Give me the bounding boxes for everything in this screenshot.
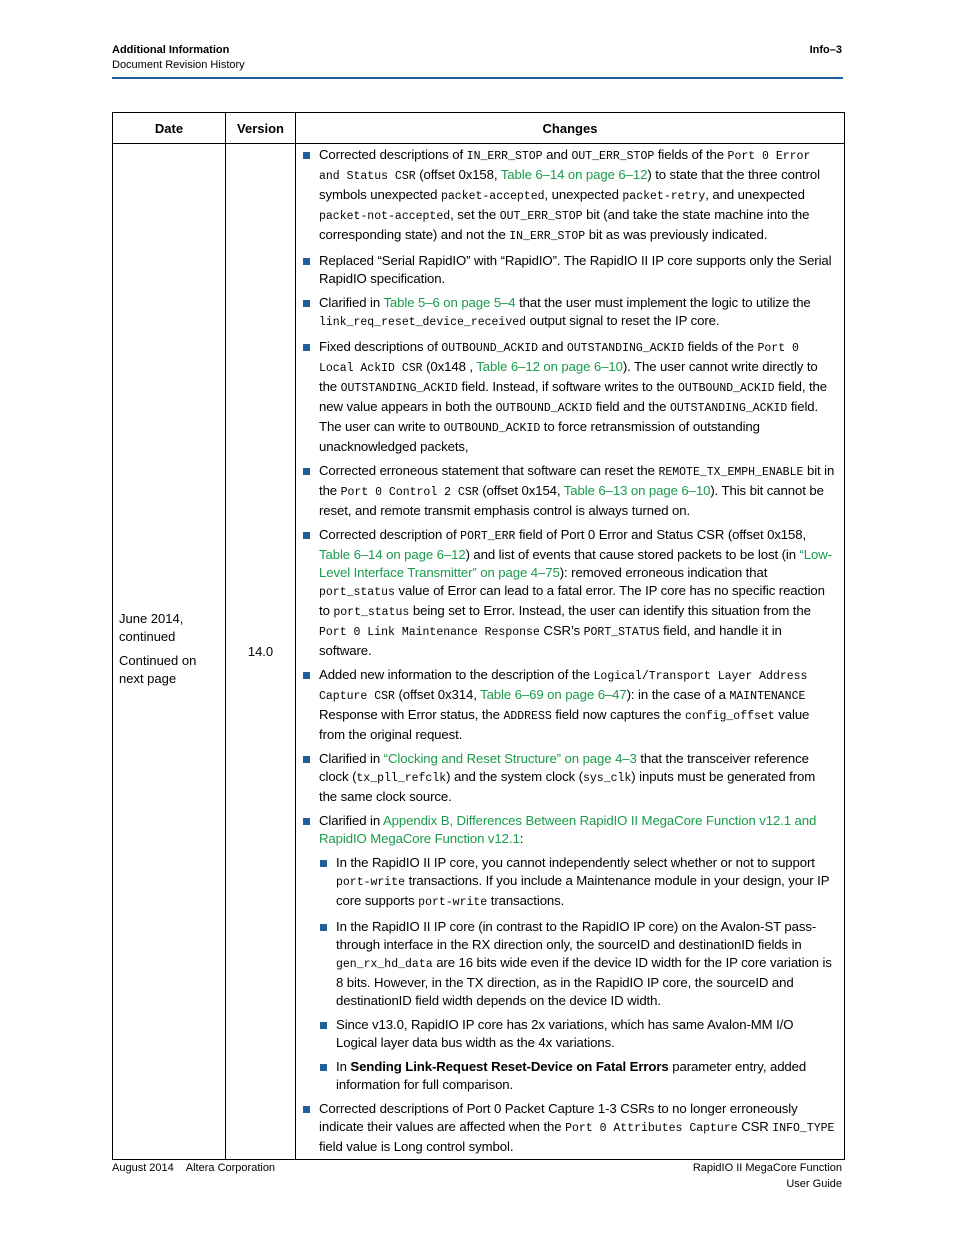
text-run: ): in the case of a [626,687,730,702]
text-run: and [542,147,572,162]
change-text [336,1059,806,1092]
cross-reference-link[interactable]: “Clocking and Reset Structure” on page 4–3 [383,751,637,766]
text-run: value from the original request. [319,707,810,742]
text-run: ). This bit cannot be reset, and remote transmit emphasis control is always turned on. [319,483,824,518]
code-term: OUTBOUND_ACKID [495,402,593,415]
square-bullet-icon [303,300,310,307]
text-run: field and the [592,399,670,414]
code-term: port_status [319,586,395,599]
change-text [319,253,832,286]
text-run: , unexpected [544,187,623,202]
bold-term: Sending Link-Request Reset-Device on Fatal Errors [350,1059,669,1074]
code-term: OUTSTANDING_ACKID [340,382,458,395]
text-run: Clarified in [319,295,384,310]
text-run: Clarified in [319,813,383,828]
code-term: tx_pll_refclk [356,772,447,785]
change-item [302,666,836,744]
change-text [319,295,811,328]
footer-date: August 2014 [112,1162,174,1174]
code-term: OUTSTANDING_ACKID [669,402,788,415]
code-term: packet-accepted [440,190,545,203]
header-rule [112,77,843,79]
text-run: fields of the [684,339,758,354]
code-term: sys_clk [582,772,632,785]
change-text [336,919,832,1008]
code-term: OUT_ERR_STOP [499,210,583,223]
code-term: OUTBOUND_ACKID [677,382,775,395]
sub-change-list [319,854,836,1094]
text-run: , set the [450,207,500,222]
text-run: (offset 0x314, [394,687,481,702]
text-run: (offset 0x154, [478,483,564,498]
change-item [302,146,836,246]
changes-cell [296,144,845,1160]
text-run: ) and the system clock ( [446,769,583,784]
text-run: transactions. If you include a Maintenance module in your design, your IP core supports [336,873,830,908]
date-cell [113,144,226,1160]
change-text [319,463,834,518]
text-run: CSR’s [539,623,584,638]
subsection-title: Document Revision History [112,59,245,71]
date-value: June 2014, continued [119,610,184,644]
text-run: ) and list of events that cause stored packets to be lost (in [465,547,800,562]
code-term: link_req_reset_device_received [319,316,527,329]
text-run: transactions. [487,893,565,908]
cross-reference-link[interactable]: Table 6–14 on page 6–12 [500,167,648,182]
text-run: , and unexpected [705,187,805,202]
column-header-changes: Changes [296,113,845,144]
text-run: Since v13.0, RapidIO IP core has 2x variations, which has same Avalon-MM I/O Logical layer data bus width as the 4x variations. [336,1017,794,1050]
text-run: ). The user cannot write directly to the [319,359,818,394]
text-run: CSR [737,1119,773,1134]
code-term: OUTSTANDING_ACKID [566,342,685,355]
text-run: that the user must implement the logic to utilize the [515,295,811,310]
section-title: Additional Information [112,44,230,56]
square-bullet-icon [303,344,310,351]
code-term: Port 0 Link Maintenance Response [319,626,540,639]
code-term: Logical/Transport Layer Address Capture CSR [319,670,808,703]
text-run: are 16 bits wide even if the device ID width for the IP core variation is 8 bits. However, in the TX direction, as in the RapidIO IP core, the sourceID and destinationID field width depends on the device ID width. [336,955,832,1008]
version-cell: 14.0 [226,144,296,1160]
code-term: packet-not-accepted [319,210,451,223]
code-term: OUTBOUND_ACKID [441,342,539,355]
change-item [302,294,836,332]
text-run: Corrected descriptions of Port 0 Packet Capture 1-3 CSRs to no longer erroneously indicate their values are affected when the [319,1101,798,1134]
code-term: gen_rx_hd_data [336,958,433,971]
cross-reference-link[interactable]: Table 6–12 on page 6–10 [476,359,623,374]
sub-change-item [319,918,836,1010]
sub-change-item [319,854,836,912]
cross-reference-link[interactable]: Table 5–6 on page 5–4 [383,295,516,310]
cross-reference-link[interactable]: Table 6–69 on page 6–47 [480,687,627,702]
text-run: fields of the [654,147,728,162]
square-bullet-icon [303,532,310,539]
page-number: Info–3 [809,44,842,56]
change-item [302,462,836,520]
code-term: port-write [418,896,488,909]
code-term: Port 0 Attributes Capture [565,1122,738,1135]
text-run: In the RapidIO II IP core (in contrast to the RapidIO IP core) on the Avalon-ST pass-through interface in the RX direction only, the sourceID and destinationID fields in [336,919,817,952]
text-run: bit as was previously indicated. [585,227,768,242]
sub-change-item [319,1058,836,1094]
text-run: Corrected erroneous statement that software can reset the [319,463,659,478]
code-term: INFO_TYPE [772,1122,835,1135]
text-run: Corrected descriptions of [319,147,467,162]
text-run: ) inputs must be generated from the same clock source. [319,769,816,804]
text-run: value of Error can lead to a fatal error. The IP core has no specific reaction to [319,583,825,618]
change-item [302,812,836,1094]
change-text [319,667,809,742]
table-row [113,144,845,1160]
text-run: field now captures the [551,707,685,722]
text-run: (offset 0x158, [415,167,501,182]
text-run: Fixed descriptions of [319,339,442,354]
text-run: field value is Long control symbol. [319,1139,514,1154]
square-bullet-icon [303,1106,310,1113]
change-item [302,526,836,660]
cross-reference-link[interactable]: Table 6–13 on page 6–10 [563,483,711,498]
code-term: Port 0 Control 2 CSR [340,486,479,499]
text-run: field of Port 0 Error and Status CSR (offset 0x158, [515,527,807,542]
text-run: Corrected description of [319,527,461,542]
change-text [319,147,820,242]
square-bullet-icon [303,468,310,475]
text-run: field. Instead, if software writes to the [457,379,678,394]
text-run: (0x148 , [422,359,477,374]
code-term: OUT_ERR_STOP [571,150,655,163]
change-text [336,1017,793,1050]
footer-left [112,1160,275,1176]
square-bullet-icon [320,924,327,931]
change-item [302,750,836,806]
column-header-version: Version [226,113,296,144]
text-run: bit (and take the state machine into the corresponding state) and not the [319,207,810,242]
sub-change-item [319,1016,836,1052]
square-bullet-icon [320,1022,327,1029]
code-term: IN_ERR_STOP [466,150,543,163]
column-header-date: Date [113,113,226,144]
code-term: port_status [333,606,410,619]
running-header-left [112,43,245,73]
text-run: being set to Error. Instead, the user can identify this situation from the [409,603,811,618]
code-term: config_offset [684,710,775,723]
text-run: parameter entry, added information for full comparison. [336,1059,807,1092]
code-term: PORT_STATUS [583,626,660,639]
change-text [319,813,816,846]
continued-note: Continued on next page [119,652,197,686]
text-run: ) to state that the three control symbols unexpected [319,167,820,202]
change-item [302,1100,836,1156]
cross-reference-link[interactable]: Appendix B, Differences Between RapidIO II MegaCore Function v12.1 and RapidIO MegaCore Function v12.1 [319,813,817,846]
code-term: OUTBOUND_ACKID [443,422,541,435]
code-term: Port 0 Error and Status CSR [319,150,811,183]
footer-right [693,1160,842,1192]
code-term: REMOTE_TX_EMPH_ENABLE [658,466,804,479]
text-run: bit in the [319,463,835,498]
change-text [336,855,829,908]
text-run: output signal to reset the IP core. [526,313,720,328]
change-text [319,339,827,454]
change-text [319,751,815,804]
footer-company: Altera Corporation [185,1162,276,1174]
code-term: Port 0 Local AckID CSR [319,342,799,375]
table-header-row [113,113,845,144]
text-run: that the transceiver reference clock ( [319,751,809,784]
cross-reference-link[interactable]: “Low-Level Interface Transmitter” on page 4–75 [319,547,832,580]
text-run: In the RapidIO II IP core, you cannot independently select whether or not to support [336,855,815,870]
text-run: to force retransmission of outstanding unacknowledged packets, [319,419,760,454]
square-bullet-icon [303,818,310,825]
text-run: Replaced “Serial RapidIO” with “RapidIO”. The RapidIO II IP core supports only the Serial RapidIO specification. [319,253,832,286]
code-term: port-write [336,876,406,889]
text-run: : [519,831,524,846]
square-bullet-icon [303,672,310,679]
text-run: ): removed erroneous indication that [559,565,768,580]
code-term: IN_ERR_STOP [509,230,586,243]
square-bullet-icon [303,152,310,159]
change-item [302,338,836,456]
footer-doc-type: User Guide [786,1178,842,1190]
code-term: packet-retry [622,190,706,203]
text-run: Added new information to the description of the [319,667,594,682]
revision-history-table [112,112,845,1160]
code-term: ADDRESS [503,710,552,723]
code-term: MAINTENANCE [729,690,806,703]
text-run: field. The user can write to [319,399,819,434]
square-bullet-icon [303,756,310,763]
change-list [302,146,836,1156]
square-bullet-icon [320,860,327,867]
footer-product: RapidIO II MegaCore Function [692,1162,842,1174]
text-run: Response with Error status, the [319,707,504,722]
text-run: In [336,1059,351,1074]
text-run: field, and handle it in software. [319,623,782,658]
text-run: and [538,339,567,354]
cross-reference-link[interactable]: Table 6–14 on page 6–12 [319,547,466,562]
square-bullet-icon [320,1064,327,1071]
change-item [302,252,836,288]
text-run: Clarified in [319,751,384,766]
change-text [319,527,832,658]
change-text [319,1101,834,1154]
code-term: PORT_ERR [460,530,516,543]
text-run: field, the new value appears in both the [319,379,827,414]
square-bullet-icon [303,258,310,265]
